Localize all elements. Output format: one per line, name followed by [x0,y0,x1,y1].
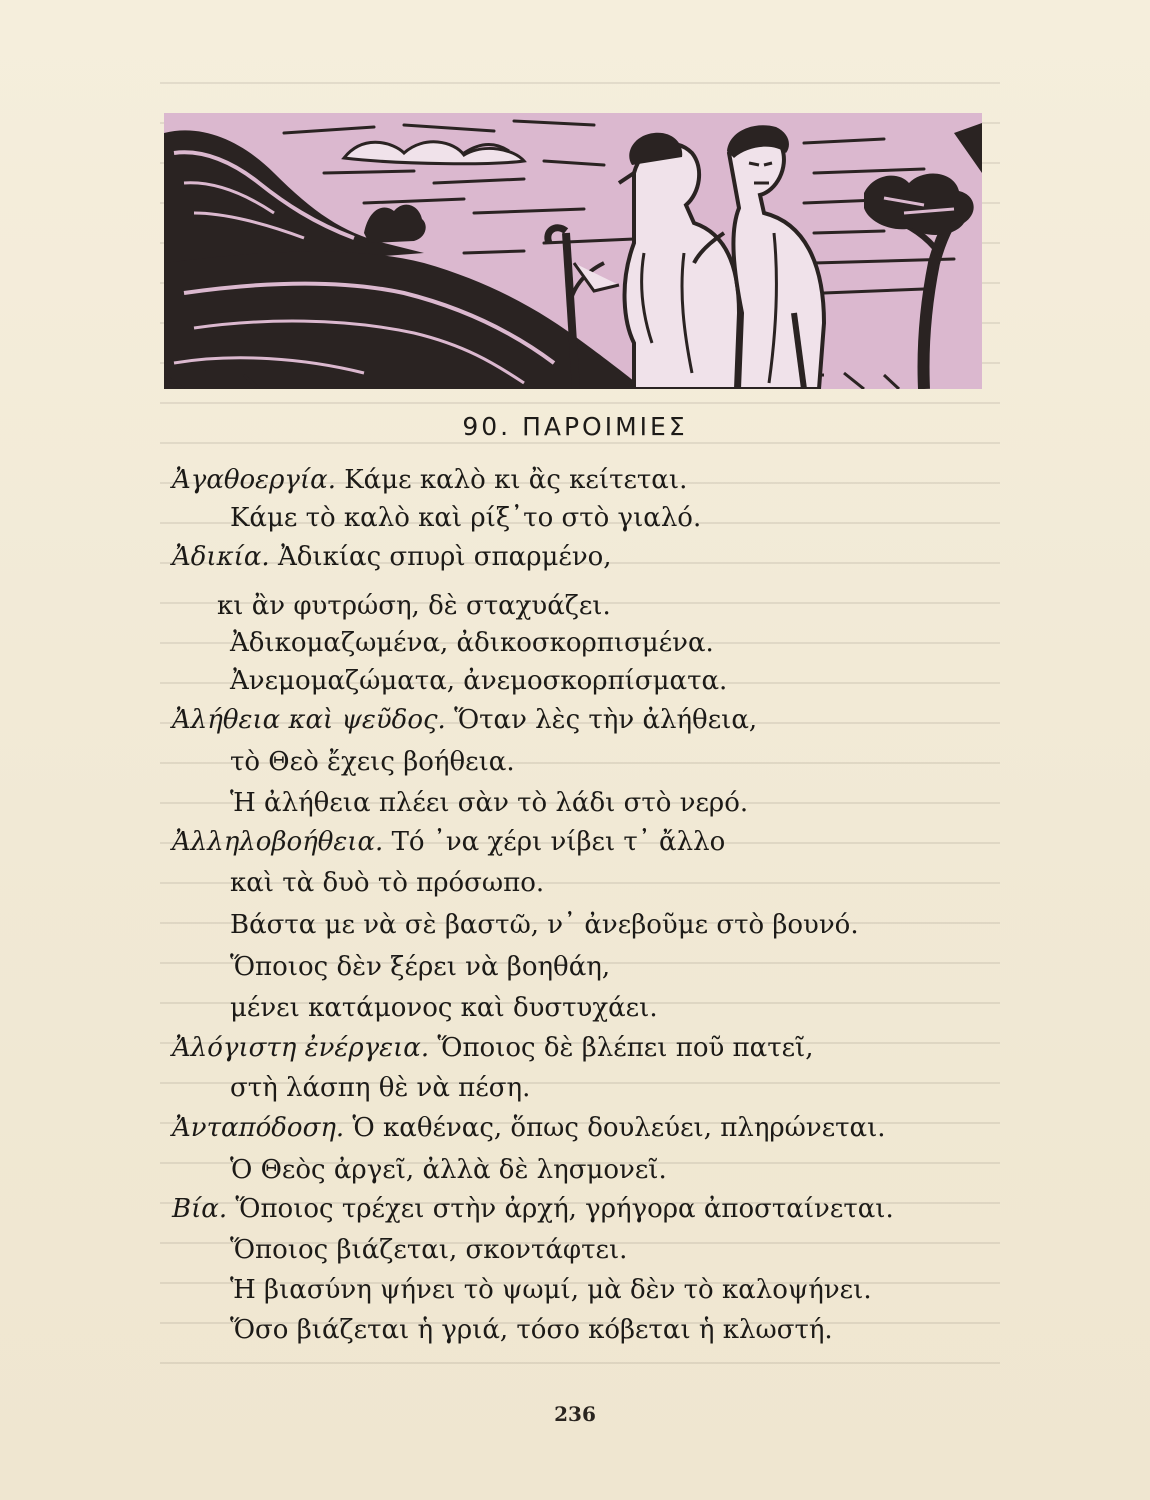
proverb-line [230,1314,833,1346]
proverb-text: Ὅποιος βιάζεται, σκοντάφτει. [230,1235,628,1265]
proverb-topic: Ἀλληλοβοήθεια. [172,827,384,857]
proverb-topic: Βία. [172,1194,228,1224]
proverb-line [230,1234,627,1266]
proverb-text: Ὅποιος δὲ βλέπει ποῦ πατεῖ, [429,1033,814,1063]
proverb-line [230,627,714,659]
proverb-text: τὸ Θεὸ ἔχεις βοήθεια. [230,747,515,777]
proverb-text: Ὅσο βιάζεται ἡ γριά, τόσο κόβεται ἡ κλωστή. [230,1315,833,1345]
proverb-line [230,665,727,697]
proverb-line [217,590,611,622]
proverb-line [172,464,687,496]
proverb-line [172,704,757,736]
proverb-line [172,1112,886,1144]
proverb-text: Ἀδικομαζωμένα, ἀδικοσκορπισμένα. [230,628,714,658]
proverb-line [230,951,610,983]
proverb-line [230,992,658,1024]
proverb-text: Ὅποιος τρέχει στὴν ἀρχή, γρήγορα ἀποσταίνεται. [227,1194,894,1224]
proverb-text: Ὁ καθένας, ὅπως δουλεύει, πληρώνεται. [344,1113,886,1143]
proverb-text: Τό ᾿να χέρι νίβει τ᾿ ἄλλο [383,827,726,857]
proverb-topic: Ἀλήθεια καὶ ψεῦδος. [172,705,446,735]
proverb-text: Ὅποιος δὲν ξέρει νὰ βοηθάη, [230,952,611,982]
proverb-text: κι ἂν φυτρώση, δὲ σταχυάζει. [217,591,611,621]
proverb-line [172,1032,814,1064]
proverb-text: Ἡ βιασύνη ψήνει τὸ ψωμί, μὰ δὲν τὸ καλοψήνει. [230,1275,872,1305]
proverb-text: Ὁ Θεὸς ἀργεῖ, ἀλλὰ δὲ λησμονεῖ. [230,1155,667,1185]
proverb-line [230,1154,667,1186]
proverb-text: καὶ τὰ δυὸ τὸ πρόσωπο. [230,868,545,898]
proverb-topic: Ἀλόγιστη ἐνέργεια. [172,1033,430,1063]
proverb-line [230,502,701,534]
proverb-text: Κάμε καλὸ κι ἂς κείτεται. [335,465,688,495]
proverb-text: Κάμε τὸ καλὸ καὶ ρίξ᾿το στὸ γιαλό. [230,503,702,533]
chapter-title: 90. ΠΑΡΟΙΜΙΕΣ [462,412,688,441]
proverb-line [230,1072,530,1104]
proverb-text: Ἡ ἀλήθεια πλέει σὰν τὸ λάδι στὸ νερό. [230,788,749,818]
proverb-topic: Ἀγαθοεργία. [172,465,336,495]
proverb-text: Ἀδικίας σπυρὶ σπαρμένο, [269,542,612,572]
proverb-line [230,746,515,778]
proverb-text: Ἀνεμομαζώματα, ἀνεμοσκορπίσματα. [230,666,728,696]
woodcut-illustration [164,113,982,389]
page-number: 236 [554,1402,596,1426]
proverb-line [230,1274,872,1306]
proverb-text: Ὅταν λὲς τὴν ἀλήθεια, [445,705,758,735]
proverb-line [172,826,725,858]
proverb-text: Βάστα με νὰ σὲ βαστῶ, ν᾿ ἀνεβοῦμε στὸ βουνό. [230,910,859,940]
proverb-line [230,787,748,819]
proverb-topic: Ἀδικία. [172,542,270,572]
proverb-topic: Ἀνταπόδοση. [172,1113,345,1143]
proverb-line [172,541,612,573]
proverb-text: στὴ λάσπη θὲ νὰ πέση. [230,1073,531,1103]
proverb-line [230,867,544,899]
proverb-text: μένει κατάμονος καὶ δυστυχάει. [230,993,658,1023]
proverb-line [172,1193,894,1225]
proverb-line [230,909,859,941]
